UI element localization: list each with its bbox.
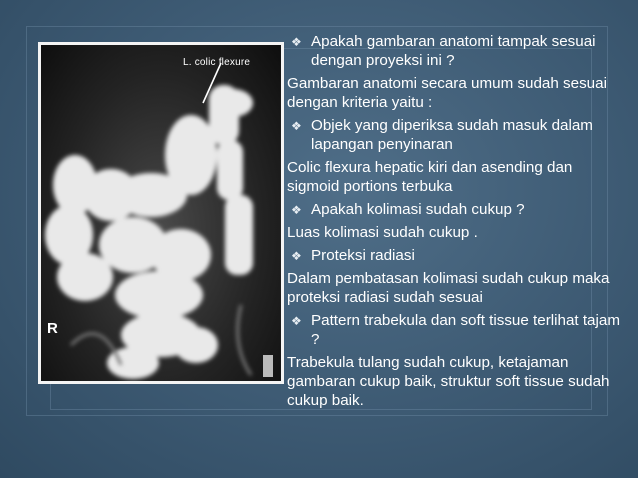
bullet-text: Proteksi radiasi — [311, 247, 415, 264]
diamond-bullet-icon: ❖ — [291, 203, 302, 217]
paragraph: Dalam pembatasan kolimasi sudah cukup maka proteksi radiasi sudah sesuai — [287, 270, 610, 306]
xray-image — [38, 42, 284, 384]
bullet-text: Apakah kolimasi sudah cukup ? — [311, 201, 525, 218]
paragraph: Gambaran anatomi secara umum sudah sesuai dengan kriteria yaitu : — [287, 75, 607, 111]
bullet-text: Apakah gambaran anatomi tampak sesuai dengan proyeksi ini ? — [311, 33, 596, 69]
diamond-bullet-icon: ❖ — [291, 35, 302, 49]
paragraph: Trabekula tulang sudah cukup, ketajaman gambaran cukup baik, struktur soft tissue sudah cukup baik. — [287, 354, 610, 409]
diamond-bullet-icon: ❖ — [291, 119, 302, 133]
xray-film — [41, 45, 281, 381]
bullet-item — [287, 311, 627, 349]
bullet-text: Pattern trabekula dan soft tissue terlihat tajam ? — [311, 312, 620, 348]
xray-side-marker: R — [47, 320, 58, 337]
diamond-bullet-icon: ❖ — [291, 314, 302, 328]
bullet-text: Objek yang diperiksa sudah masuk dalam lapangan penyinaran — [311, 117, 593, 153]
diamond-bullet-icon: ❖ — [291, 249, 302, 263]
paragraph: Luas kolimasi sudah cukup . — [287, 224, 478, 241]
bullet-item — [287, 116, 627, 154]
slide-text — [287, 32, 627, 414]
bullet-item — [287, 246, 627, 265]
bullet-item — [287, 200, 627, 219]
xray-annotation-label: L. colic flexure — [183, 57, 251, 68]
paragraph: Colic flexura hepatic kiri dan asending dan sigmoid portions terbuka — [287, 159, 573, 195]
colon-barium-illustration — [41, 45, 281, 381]
bullet-item — [287, 32, 627, 70]
